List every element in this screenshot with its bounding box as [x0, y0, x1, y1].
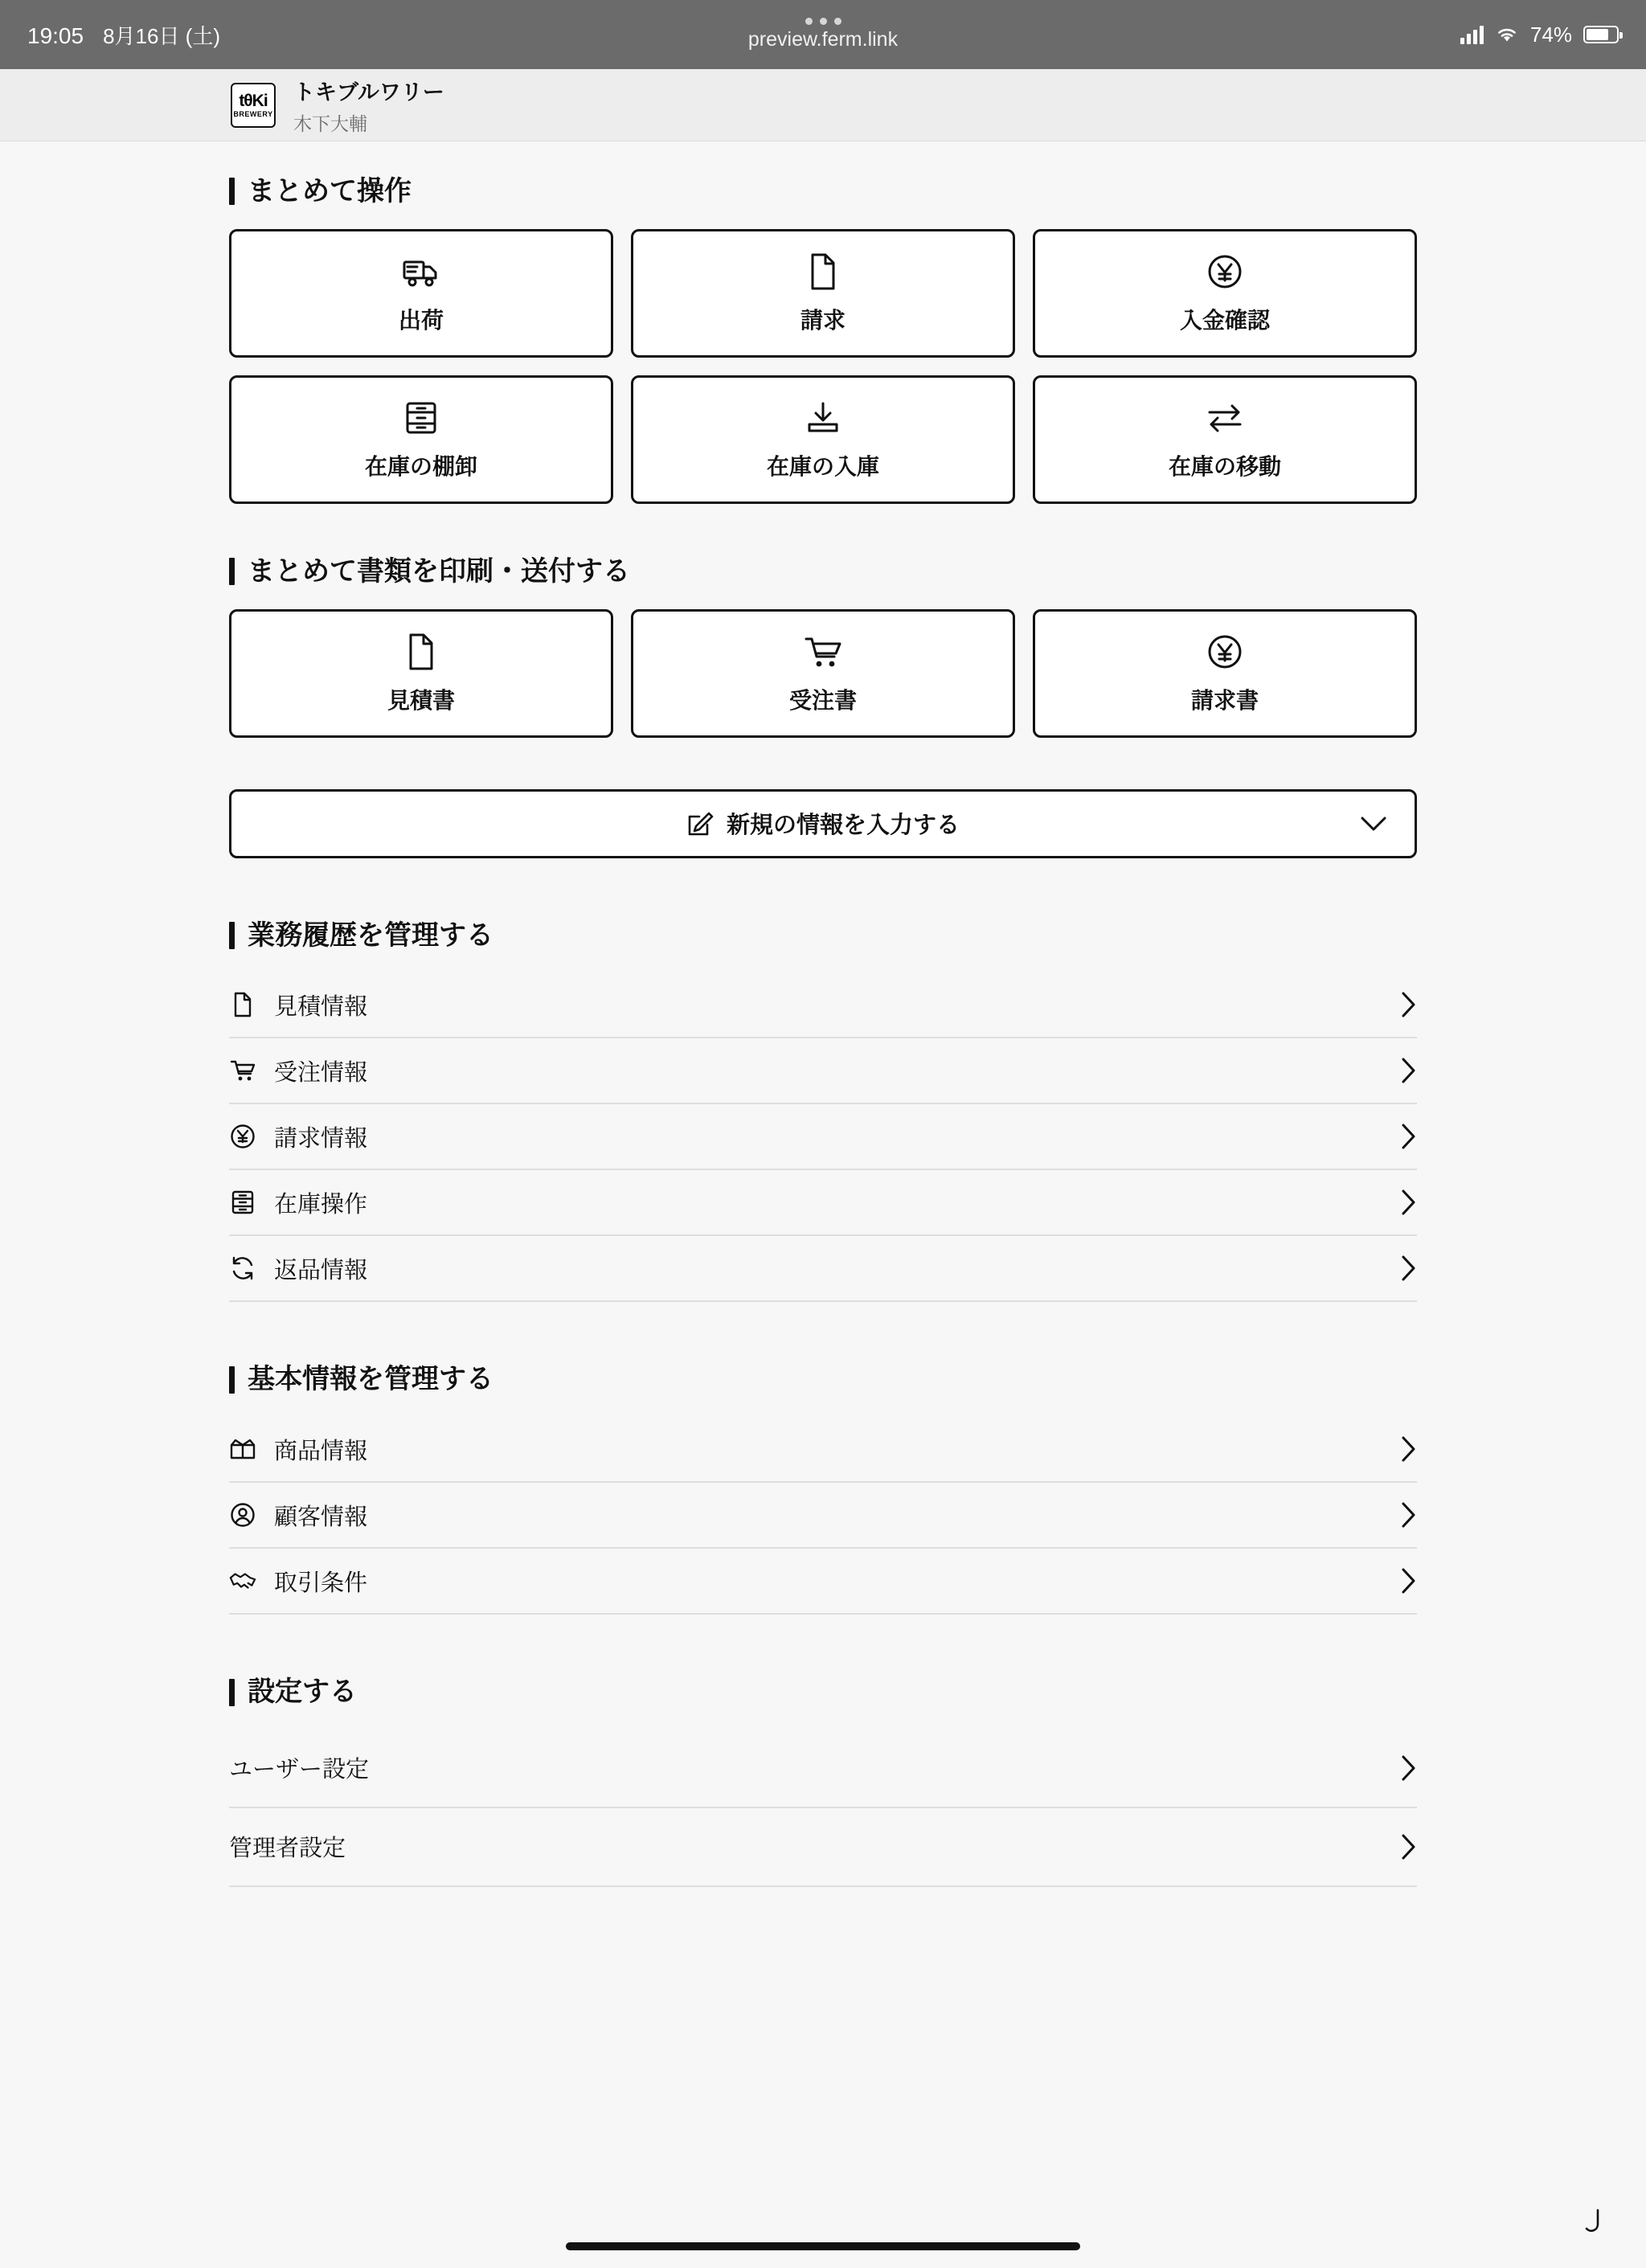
list-item-label: 見積情報: [274, 993, 368, 1020]
list-item-label: 受注情報: [274, 1059, 368, 1086]
list-item-invoice-info[interactable]: [229, 1104, 1417, 1170]
tile-stock-inbound[interactable]: [631, 375, 1015, 504]
list-item-order-info[interactable]: [229, 1038, 1417, 1104]
section-title-history: 業務履歴を管理する: [229, 919, 1417, 952]
settings-list: [229, 1730, 1417, 1887]
inbox-download-icon: [805, 398, 841, 438]
truck-shipping-icon: [401, 252, 441, 292]
user-circle-icon: [229, 1502, 256, 1528]
list-item-label: 商品情報: [274, 1438, 368, 1464]
list-item-product-info[interactable]: [229, 1417, 1417, 1483]
tile-label: 請求: [800, 307, 846, 333]
company-name: トキブルワリー: [293, 80, 444, 104]
user-name: 木下大輔: [293, 113, 367, 134]
chevron-right-icon: [1399, 1754, 1417, 1782]
address-url: preview.ferm.link: [747, 28, 899, 51]
brand-logo-line1: tθKi: [239, 91, 268, 110]
chevron-right-icon: [1399, 1255, 1417, 1282]
list-item-label: 在庫操作: [274, 1191, 368, 1218]
document-icon: [406, 632, 436, 672]
list-item-customer-info[interactable]: [229, 1483, 1417, 1549]
document-icon: [229, 992, 256, 1017]
tile-payment-confirm[interactable]: [1033, 229, 1417, 358]
browser-address-area: [0, 0, 1646, 69]
list-item-label: 管理者設定: [229, 1836, 346, 1862]
chevron-right-icon: [1399, 1057, 1417, 1084]
chevron-right-icon: [1399, 1833, 1417, 1861]
tile-billing[interactable]: [631, 229, 1015, 358]
section-title-settings: 設定する: [229, 1676, 1417, 1709]
scroll-hook-icon: [1580, 2209, 1607, 2236]
list-item-admin-settings[interactable]: [229, 1808, 1417, 1887]
brand-logo-line2: BREWERY: [233, 109, 273, 118]
section-title-bulk-print: まとめて書類を印刷・送付する: [229, 555, 1417, 588]
list-item-label: 顧客情報: [274, 1504, 368, 1530]
tile-label: 受注書: [788, 687, 857, 713]
tile-label: 在庫の移動: [1168, 453, 1281, 479]
cart-icon: [229, 1058, 256, 1083]
list-item-quotation-info[interactable]: [229, 972, 1417, 1038]
tile-label: 入金確認: [1179, 307, 1270, 333]
history-list: [229, 972, 1417, 1302]
tile-label: 請求書: [1190, 687, 1259, 713]
tile-label: 出荷: [398, 307, 444, 333]
edit-pencil-icon: [686, 810, 714, 837]
bulk-ops-grid: [229, 229, 1417, 504]
app-header: [0, 69, 1646, 141]
tile-label: 見積書: [387, 687, 455, 713]
chevron-right-icon: [1399, 1189, 1417, 1216]
chevron-right-icon: [1399, 1123, 1417, 1150]
bottom-bar: [0, 2195, 1646, 2268]
document-icon: [808, 252, 838, 292]
battery-icon: [1583, 26, 1619, 43]
tile-stocktaking[interactable]: [229, 375, 613, 504]
main-content: [0, 141, 1646, 2195]
list-item-stock-operations[interactable]: [229, 1170, 1417, 1236]
list-item-label: 取引条件: [274, 1570, 368, 1596]
list-item-trade-terms[interactable]: [229, 1549, 1417, 1615]
chevron-right-icon: [1399, 1567, 1417, 1595]
list-item-label: 返品情報: [274, 1257, 368, 1283]
new-entry-label: 新規の情報を入力する: [726, 813, 960, 839]
cellular-signal-icon: [1460, 25, 1484, 44]
inventory-box-icon: [403, 398, 439, 438]
brand-logo-icon: [231, 83, 276, 128]
yen-circle-icon: [229, 1124, 256, 1149]
status-date: 8月16日 (土): [103, 23, 220, 48]
tab-dots-icon: [805, 18, 841, 25]
transfer-arrows-icon: [1205, 398, 1245, 438]
list-item-label: ユーザー設定: [229, 1757, 370, 1783]
chevron-right-icon: [1399, 991, 1417, 1018]
cart-icon: [804, 632, 842, 672]
refresh-return-icon: [229, 1255, 256, 1281]
list-item-user-settings[interactable]: [229, 1730, 1417, 1808]
brand-text: [293, 75, 444, 136]
status-bar-left: [27, 20, 220, 50]
yen-circle-icon: [1206, 632, 1243, 672]
wifi-icon: [1495, 25, 1519, 44]
inventory-box-icon: [229, 1189, 256, 1215]
status-bar-right: [1460, 23, 1619, 47]
battery-percent: 74%: [1529, 22, 1572, 47]
tile-invoice-doc[interactable]: [1033, 609, 1417, 738]
status-bar: [0, 0, 1646, 69]
bulk-print-grid: [229, 609, 1417, 738]
section-title-bulk-ops: まとめて操作: [229, 175, 1417, 208]
home-indicator[interactable]: [566, 2242, 1080, 2250]
chevron-right-icon: [1399, 1501, 1417, 1529]
list-item-label: 請求情報: [274, 1125, 368, 1152]
list-item-return-info[interactable]: [229, 1236, 1417, 1302]
status-time: 19:05: [27, 23, 84, 48]
tile-label: 在庫の入庫: [766, 453, 879, 479]
tile-order-doc[interactable]: [631, 609, 1015, 738]
chevron-down-icon: [1360, 815, 1387, 833]
tile-shipping[interactable]: [229, 229, 613, 358]
handshake-icon: [229, 1570, 256, 1591]
section-title-basic-info: 基本情報を管理する: [229, 1363, 1417, 1396]
new-entry-button[interactable]: [229, 789, 1417, 858]
package-open-icon: [229, 1437, 256, 1461]
tile-stock-transfer[interactable]: [1033, 375, 1417, 504]
tile-label: 在庫の棚卸: [364, 453, 477, 479]
yen-circle-icon: [1206, 252, 1243, 292]
tile-quotation-doc[interactable]: [229, 609, 613, 738]
basic-info-list: [229, 1417, 1417, 1615]
chevron-right-icon: [1399, 1435, 1417, 1463]
